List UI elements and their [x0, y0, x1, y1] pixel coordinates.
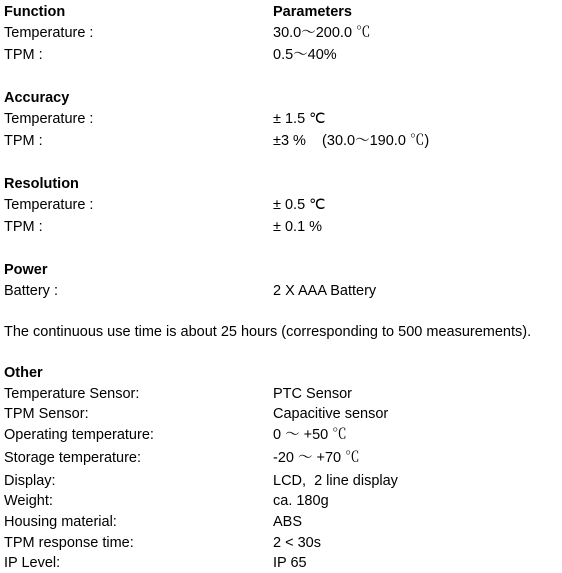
power-battery-label: Battery :	[4, 283, 58, 299]
resolution-temperature-label: Temperature :	[4, 197, 94, 213]
other-weight-value: ca. 180g	[273, 493, 329, 509]
accuracy-tpm-value: ±3 % (30.0～190.0 ℃)	[273, 133, 430, 149]
other-tpm-response-time-value: 2 < 30s	[273, 535, 321, 551]
other-ip-level-label: IP Level:	[4, 555, 61, 571]
other-temperature-sensor-label: Temperature Sensor:	[4, 386, 140, 402]
power-usage-note: The continuous use time is about 25 hours (corresponding to 500 measurements).	[4, 324, 532, 340]
resolution-temperature-value: ± 0.5 ℃	[273, 197, 326, 213]
other-weight-label: Weight:	[4, 493, 53, 509]
other-ip-level-value: IP 65	[273, 555, 307, 571]
function-heading: Function	[4, 4, 66, 20]
function-tpm-value: 0.5～40%	[273, 47, 337, 63]
accuracy-heading: Accuracy	[4, 90, 70, 106]
other-housing-material-label: Housing material:	[4, 514, 117, 530]
resolution-heading: Resolution	[4, 176, 79, 192]
power-battery-value: 2 X AAA Battery	[273, 283, 377, 299]
other-operating-temperature-value: 0 ～ +50 ℃	[273, 427, 347, 443]
parameters-heading: Parameters	[273, 4, 352, 20]
other-storage-temperature-label: Storage temperature:	[4, 450, 142, 466]
other-display-value: LCD, 2 line display	[273, 473, 398, 489]
function-temperature-value: 30.0～200.0 ℃	[273, 25, 371, 41]
resolution-tpm-value: ± 0.1 %	[273, 219, 323, 235]
accuracy-temperature-label: Temperature :	[4, 111, 94, 127]
accuracy-tpm-label: TPM :	[4, 133, 43, 149]
other-housing-material-value: ABS	[273, 514, 303, 530]
other-heading: Other	[4, 365, 43, 381]
other-tpm-sensor-value: Capacitive sensor	[273, 406, 389, 422]
resolution-tpm-label: TPM :	[4, 219, 43, 235]
power-heading: Power	[4, 262, 48, 278]
function-temperature-label: Temperature :	[4, 25, 94, 41]
other-display-label: Display:	[4, 473, 56, 489]
other-operating-temperature-label: Operating temperature:	[4, 427, 154, 443]
other-temperature-sensor-value: PTC Sensor	[273, 386, 352, 402]
other-storage-temperature-value: -20 ～ +70 ℃	[273, 450, 360, 466]
accuracy-temperature-value: ± 1.5 ℃	[273, 111, 326, 127]
other-tpm-response-time-label: TPM response time:	[4, 535, 134, 551]
other-tpm-sensor-label: TPM Sensor:	[4, 406, 89, 422]
function-tpm-label: TPM :	[4, 47, 43, 63]
